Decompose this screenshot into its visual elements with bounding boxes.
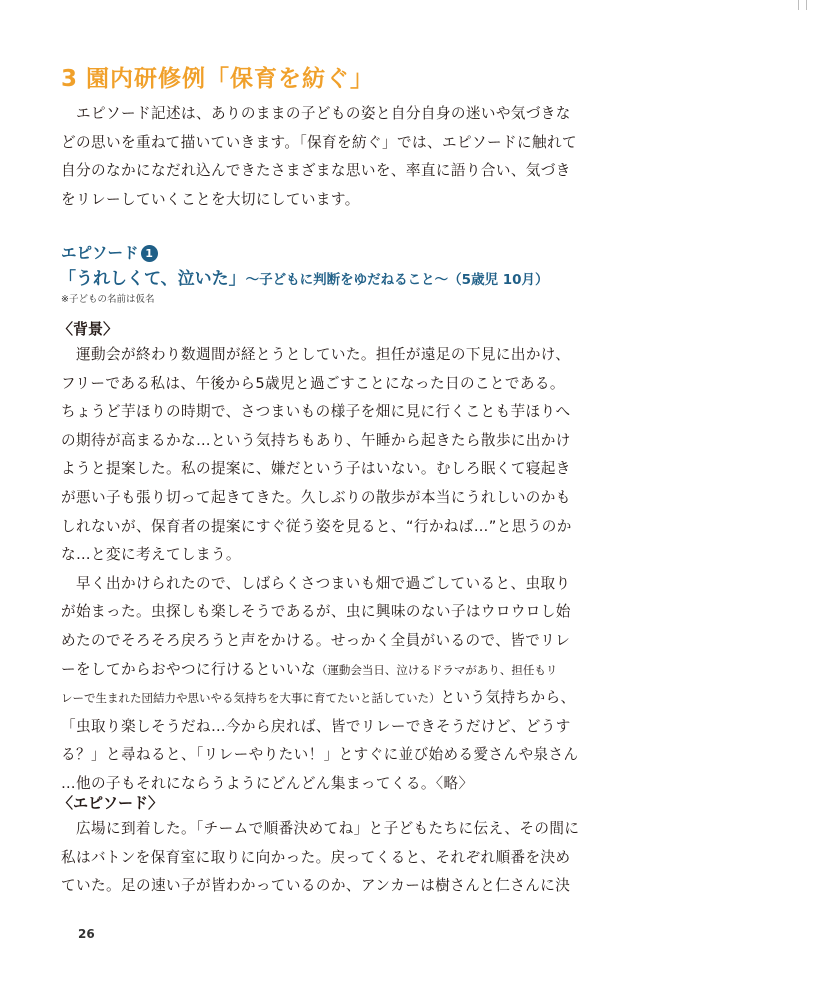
background-line-main: という気持ちから、 bbox=[440, 689, 576, 707]
background-line: …他の子もそれにならうようにどんどん集まってくる。〈略〉 bbox=[61, 774, 474, 792]
background-line: ようと提案した。私の提案に、嫌だという子はいない。むしろ眠くて寝起き bbox=[61, 460, 571, 478]
background-line: 運動会が終わり数週間が経とうとしていた。担任が遠足の下見に出かけ、 bbox=[76, 346, 571, 363]
background-aside: （運動会当日、泣けるドラマがあり、担任もリ bbox=[315, 662, 558, 677]
intro-paragraph bbox=[61, 100, 577, 214]
background-line bbox=[61, 684, 576, 713]
background-line: めたのでそろそろ戻ろうと声をかける。せっかく全員がいるので、皆でリレ bbox=[61, 631, 571, 649]
page-number: 26 bbox=[78, 927, 95, 941]
background-line: る？」と尋ねると、「リレーやりたい！」とすぐに並び始める愛さんや泉さん bbox=[61, 746, 579, 764]
episode-title-main: 「うれしくて、泣いた」 bbox=[59, 269, 246, 289]
background-line bbox=[61, 656, 561, 685]
background-line: が始まった。虫探しも楽しそうであるが、虫に興味のない子はウロウロし始 bbox=[61, 603, 571, 621]
background-line: 「虫取り楽しそうだね…今から戻れば、皆でリレーできそうだけど、どうす bbox=[61, 717, 571, 735]
episode-title-sub: ～子どもに判断をゆだねること～（5歳児 10月） bbox=[245, 272, 549, 288]
intro-line: エピソード記述は、ありのままの子どもの姿と自分自身の迷いや気づきな bbox=[76, 105, 571, 122]
background-heading: 〈背景〉 bbox=[58, 320, 119, 338]
section-number: 3 bbox=[61, 66, 79, 92]
background-line: ちょうど芋ほりの時期で、さつまいもの様子を畑に見に行くことも芋ほりへ bbox=[61, 403, 571, 421]
episode-line: 私はバトンを保育室に取りに向かった。戻ってくると、それぞれ順番を決め bbox=[61, 848, 571, 866]
section-title-text: 園内研修例「保育を紡ぐ」 bbox=[86, 66, 375, 92]
episode-title bbox=[59, 266, 549, 293]
episode-paragraph bbox=[61, 815, 580, 901]
episode-line: 広場に到着した。「チームで順番決めてね」と子どもたちに伝え、その間に bbox=[76, 820, 580, 837]
intro-line: をリレーしていくことを大切にしています。 bbox=[61, 190, 360, 208]
crop-mark bbox=[806, 0, 807, 10]
background-line: な…と変に考えてしまう。 bbox=[61, 546, 241, 564]
intro-line: どの思いを重ねて描いていきます。「保育を紡ぐ」では、エピソードに触れて bbox=[61, 133, 577, 151]
background-line: しれないが、保育者の提案にすぐ従う姿を見ると、“行かねば…”と思うのか bbox=[61, 517, 572, 535]
intro-line: 自分のなかになだれ込んできたさまざまな思いを、率直に語り合い、気づき bbox=[61, 162, 571, 180]
episode-heading bbox=[61, 241, 158, 265]
episode-line: ていた。足の速い子が皆わかっているのか、アンカーは樹さんと仁さんに決 bbox=[61, 877, 571, 895]
section-title bbox=[61, 62, 374, 96]
episode-section-heading: 〈エピソード〉 bbox=[58, 794, 164, 812]
background-line: フリーである私は、午後から5歳児と過ごすことになった日のことである。 bbox=[61, 374, 565, 392]
background-line: が悪い子も張り切って起きてきた。久しぶりの散歩が本当にうれしいのかも bbox=[61, 488, 571, 506]
name-note: ※子どもの名前は仮名 bbox=[61, 294, 155, 305]
episode-label: エピソード bbox=[61, 244, 139, 262]
background-paragraph bbox=[61, 341, 579, 799]
episode-number-badge: 1 bbox=[141, 245, 158, 262]
background-line: 早く出かけられたので、しばらくさつまいも畑で過ごしていると、虫取り bbox=[76, 574, 571, 592]
background-line: の期待が高まるかな…という気持ちもあり、午睡から起きたら散歩に出かけ bbox=[61, 431, 571, 449]
crop-mark bbox=[798, 0, 799, 10]
background-aside: レーで生まれた団結力や思いやる気持ちを大事に育てたいと話していた） bbox=[61, 691, 441, 706]
background-line-main: ーをしてからおやつに行けるといいな bbox=[61, 660, 316, 678]
